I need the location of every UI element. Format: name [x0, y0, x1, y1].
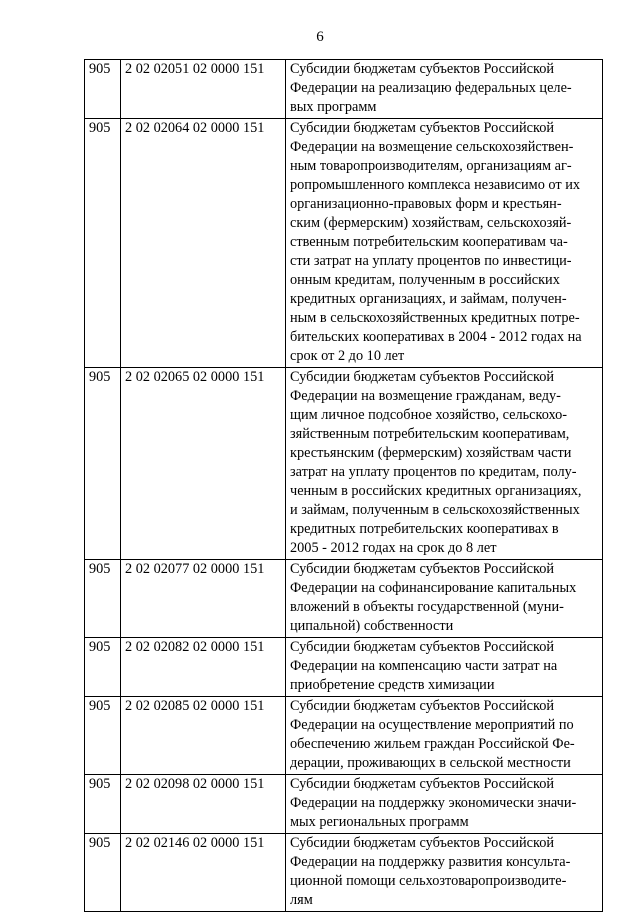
table-row [85, 775, 603, 834]
revenue-name-line: организационно-правовых форм и крестьян- [290, 196, 562, 212]
budget-code-cell: 2 02 02065 02 0000 151 [121, 368, 286, 560]
revenue-name-line: ченным в российских кредитных организациях, [290, 483, 582, 499]
revenue-name-line: Федерации на реализацию федеральных целе- [290, 80, 572, 96]
table-row [85, 119, 603, 368]
table-body [85, 60, 603, 912]
revenue-name-line: вложений в объекты государственной (муни- [290, 599, 564, 615]
revenue-name-line: Федерации на поддержку экономически значи- [290, 795, 577, 811]
revenue-name-line: Субсидии бюджетам субъектов Российской [290, 561, 555, 577]
revenue-name-cell [286, 697, 603, 775]
admin-code-cell: 905 [85, 119, 121, 368]
budget-code-cell: 2 02 02085 02 0000 151 [121, 697, 286, 775]
revenue-name-line: срок от 2 до 10 лет [290, 348, 405, 364]
admin-code-cell: 905 [85, 368, 121, 560]
admin-code-cell: 905 [85, 560, 121, 638]
revenue-name-line: Федерации на возмещение гражданам, веду- [290, 388, 561, 404]
revenue-name-line: Федерации на осуществление мероприятий по [290, 717, 574, 733]
revenue-name-line: ным в сельскохозяйственных кредитных потре- [290, 310, 580, 326]
table-row [85, 697, 603, 775]
budget-code-cell: 2 02 02082 02 0000 151 [121, 638, 286, 697]
admin-code-cell: 905 [85, 697, 121, 775]
revenue-name-line: дерации, проживающих в сельской местности [290, 755, 571, 771]
revenue-name-cell [286, 560, 603, 638]
revenue-name-line: Федерации на софинансирование капитальных [290, 580, 577, 596]
revenue-name-line: Субсидии бюджетам субъектов Российской [290, 61, 555, 77]
revenue-name-cell [286, 638, 603, 697]
revenue-name-line: кредитных организациях, и займам, получен- [290, 291, 567, 307]
revenue-name-line: ским (фермерским) хозяйствам, сельскохозяй- [290, 215, 572, 231]
budget-code-cell: 2 02 02098 02 0000 151 [121, 775, 286, 834]
table-row [85, 560, 603, 638]
revenue-name-line: 2005 - 2012 годах на срок до 8 лет [290, 540, 497, 556]
admin-code-cell: 905 [85, 834, 121, 912]
revenue-name-line: Федерации на поддержку развития консульта- [290, 854, 571, 870]
revenue-name-cell [286, 834, 603, 912]
table-row [85, 834, 603, 912]
revenue-name-line: обеспечению жильем граждан Российской Фе- [290, 736, 575, 752]
revenue-name-line: Субсидии бюджетам субъектов Российской [290, 776, 555, 792]
budget-code-cell: 2 02 02064 02 0000 151 [121, 119, 286, 368]
revenue-name-line: Федерации на компенсацию части затрат на [290, 658, 558, 674]
revenue-name-line: ропромышленного комплекса независимо от их [290, 177, 581, 193]
revenue-name-line: щим личное подсобное хозяйство, сельскохо- [290, 407, 568, 423]
revenue-name-line: крестьянским (фермерским) хозяйствам части [290, 445, 572, 461]
revenue-name-line: ным товаропроизводителям, организациям аг- [290, 158, 572, 174]
revenue-name-line: приобретение средств химизации [290, 677, 495, 693]
table-row [85, 638, 603, 697]
revenue-name-cell [286, 775, 603, 834]
budget-code-cell: 2 02 02077 02 0000 151 [121, 560, 286, 638]
revenue-name-line: Субсидии бюджетам субъектов Российской [290, 835, 555, 851]
revenue-name-line: Федерации на возмещение сельскохозяйствен- [290, 139, 574, 155]
table-row [85, 368, 603, 560]
revenue-name-cell [286, 368, 603, 560]
revenue-name-line: лям [290, 892, 313, 908]
revenue-name-line: Субсидии бюджетам субъектов Российской [290, 369, 555, 385]
revenue-name-line: зяйственным потребительским кооперативам, [290, 426, 570, 442]
revenue-name-cell [286, 119, 603, 368]
admin-code-cell: 905 [85, 60, 121, 119]
revenue-name-line: бительских кооперативах в 2004 - 2012 годах на [290, 329, 582, 345]
budget-code-cell: 2 02 02051 02 0000 151 [121, 60, 286, 119]
revenue-name-line: Субсидии бюджетам субъектов Российской [290, 639, 555, 655]
revenue-name-line: ственным потребительским кооперативам ча- [290, 234, 568, 250]
revenue-name-line: Субсидии бюджетам субъектов Российской [290, 698, 555, 714]
table-row [85, 60, 603, 119]
revenue-name-line: кредитных потребительских кооперативах в [290, 521, 559, 537]
budget-code-cell: 2 02 02146 02 0000 151 [121, 834, 286, 912]
admin-code-cell: 905 [85, 775, 121, 834]
revenue-name-line: ционной помощи сельхозтоваропроизводите- [290, 873, 567, 889]
revenue-name-line: вых программ [290, 99, 377, 115]
admin-code-cell: 905 [85, 638, 121, 697]
revenue-name-line: ципальной) собственности [290, 618, 454, 634]
revenue-name-line: онным кредитам, полученным в российских [290, 272, 560, 288]
revenue-name-line: Субсидии бюджетам субъектов Российской [290, 120, 555, 136]
page-number: 6 [316, 29, 324, 45]
revenue-name-line: мых региональных программ [290, 814, 469, 830]
revenue-name-line: затрат на уплату процентов по кредитам, полу- [290, 464, 577, 480]
revenue-name-cell [286, 60, 603, 119]
revenue-name-line: сти затрат на уплату процентов по инвестици- [290, 253, 572, 269]
revenue-name-line: и займам, полученным в сельскохозяйственных [290, 502, 580, 518]
budget-classification-table [84, 59, 603, 912]
